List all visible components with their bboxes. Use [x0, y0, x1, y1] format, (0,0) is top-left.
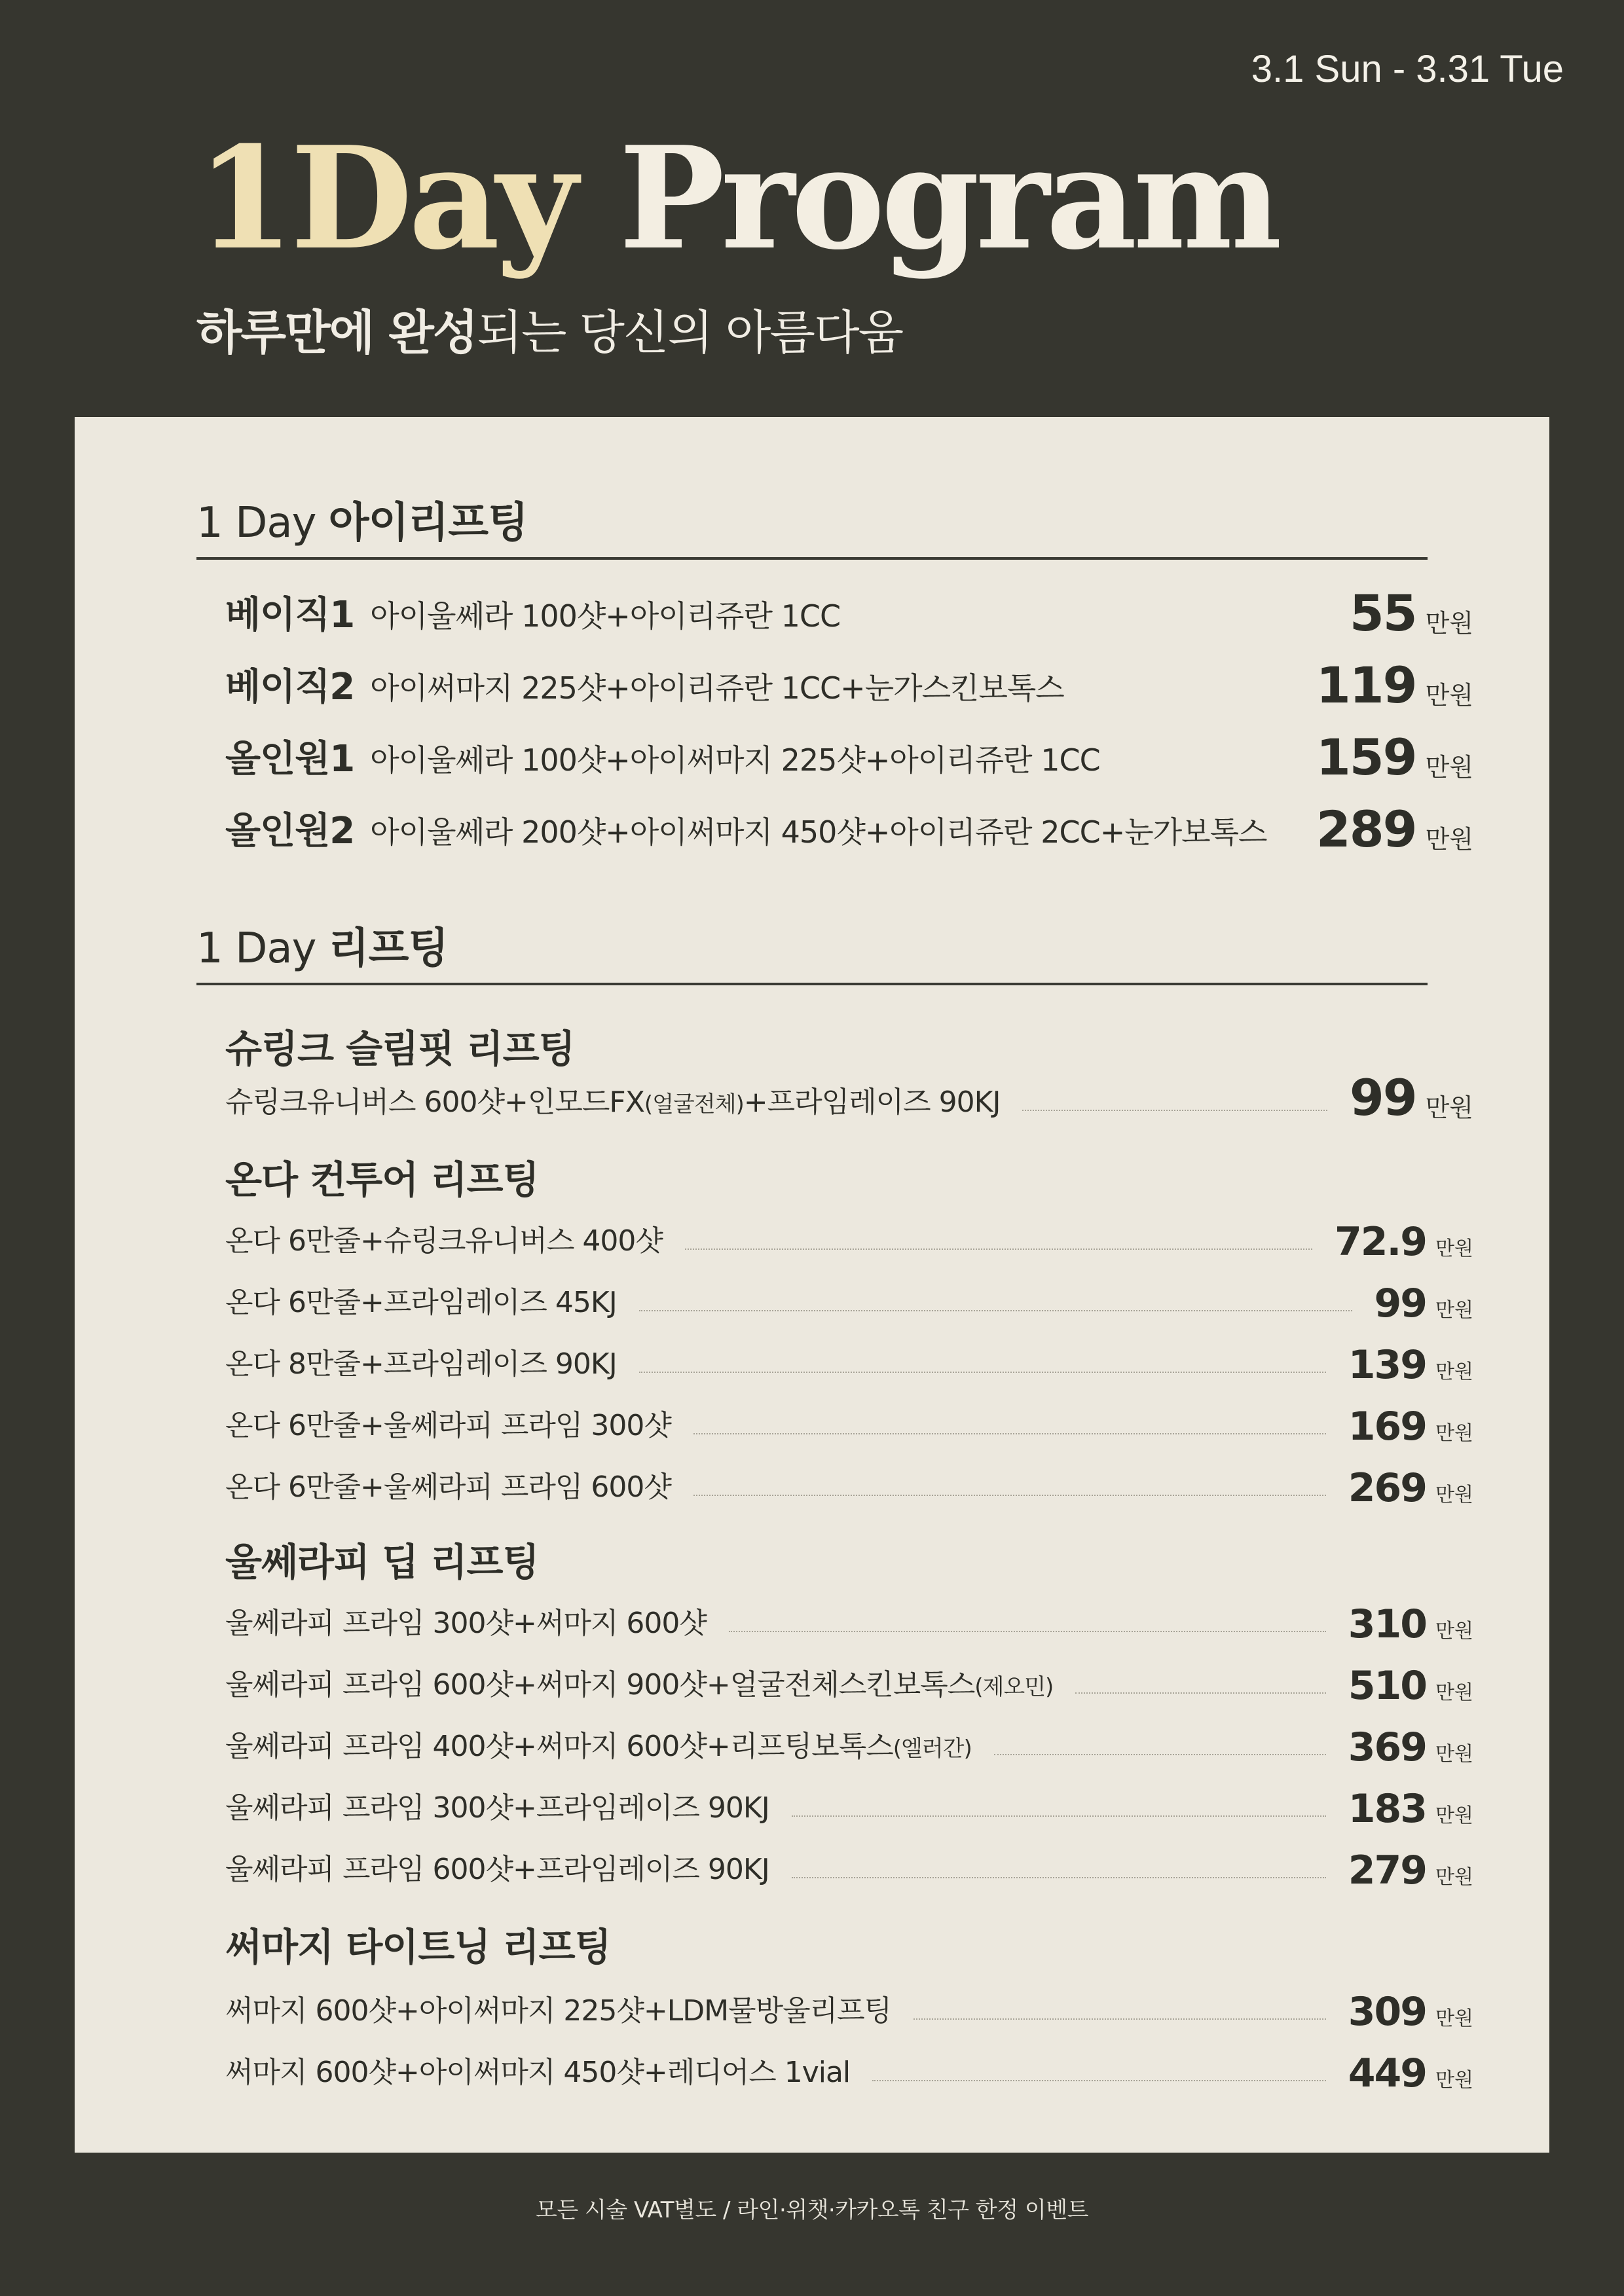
price-unit: 만원	[1435, 1620, 1473, 1643]
section-heading-eye	[196, 489, 528, 549]
item-desc: 온다 6만줄+울쎄라피 프라임 600샷	[225, 1470, 671, 1504]
section-prefix: 1 Day	[196, 499, 316, 547]
list-item	[225, 1846, 1473, 1893]
item-desc: 아이울쎄라 100샷+아이리쥬란 1CC	[370, 598, 841, 634]
item-desc: 온다 8만줄+프라임레이즈 90KJ	[225, 1347, 617, 1381]
price-value: 169	[1348, 1404, 1427, 1449]
item-price	[1348, 1989, 1473, 2035]
price-value: 510	[1348, 1663, 1427, 1709]
item-price	[1316, 656, 1473, 714]
page-title	[196, 115, 1278, 281]
dotted-leader	[685, 1248, 1312, 1250]
section-divider	[196, 557, 1428, 560]
list-item	[225, 1784, 1473, 1832]
section-divider	[196, 983, 1428, 985]
item-price	[1316, 728, 1473, 786]
item-price	[1348, 1342, 1473, 1388]
list-item	[225, 1402, 1473, 1449]
list-item	[225, 1217, 1473, 1265]
price-unit: 만원	[1435, 1681, 1473, 1704]
list-item	[225, 1599, 1473, 1647]
item-desc: 써마지 600샷+아이써마지 450샷+레디어스 1vial	[225, 2056, 851, 2089]
price-value: 289	[1316, 800, 1416, 858]
list-item	[225, 1463, 1473, 1511]
list-item	[225, 1340, 1473, 1388]
list-item	[225, 1987, 1473, 2035]
list-item	[225, 728, 1473, 786]
dotted-leader	[1022, 1110, 1327, 1111]
title-rest: Program	[619, 115, 1278, 281]
price-unit: 만원	[1425, 825, 1473, 854]
item-desc: 아이울쎄라 200샷+아이써마지 450샷+아이리쥬란 2CC+눈가보톡스	[370, 814, 1267, 850]
list-item	[225, 1661, 1473, 1709]
dotted-leader	[872, 2080, 1326, 2081]
item-price	[1348, 1601, 1473, 1647]
date-range: 3.1 Sun - 3.31 Tue	[1251, 48, 1564, 90]
dotted-leader	[792, 1815, 1326, 1817]
item-desc: 온다 6만줄+울쎄라피 프라임 300샷	[225, 1409, 671, 1442]
price-value: 279	[1348, 1848, 1427, 1893]
price-value: 139	[1348, 1342, 1427, 1388]
price-unit: 만원	[1435, 1299, 1473, 1322]
list-item	[225, 800, 1473, 858]
group-title-ulthera: 울쎄라피 딥 리프팅	[225, 1540, 539, 1584]
list-item	[225, 1279, 1473, 1326]
price-unit: 만원	[1435, 2069, 1473, 2092]
group-title-thermage: 써마지 타이트닝 리프팅	[225, 1925, 611, 1969]
list-item	[225, 1722, 1473, 1770]
section-name: 아이리프팅	[328, 499, 528, 547]
item-desc: 울쎄라피 프라임 300샷+프라임레이즈 90KJ	[225, 1791, 769, 1825]
item-price	[1348, 1724, 1473, 1770]
group-title-shrink: 슈링크 슬림핏 리프팅	[225, 1027, 575, 1071]
item-name: 올인원1	[225, 738, 355, 780]
dotted-leader	[913, 2018, 1326, 2020]
item-desc: 울쎄라피 프라임 300샷+써마지 600샷	[225, 1607, 707, 1640]
price-value: 183	[1348, 1786, 1427, 1832]
item-name: 올인원2	[225, 810, 355, 852]
dotted-leader	[639, 1310, 1352, 1311]
item-desc: 울쎄라피 프라임 600샷+써마지 900샷+얼굴전체스킨보톡스(제오민)	[225, 1668, 1054, 1702]
item-price	[1348, 1786, 1473, 1832]
item-desc: 울쎄라피 프라임 600샷+프라임레이즈 90KJ	[225, 1853, 769, 1886]
price-unit: 만원	[1435, 1804, 1473, 1827]
item-desc: 울쎄라피 프라임 400샷+써마지 600샷+리프팅보톡스(엘러간)	[225, 1730, 972, 1763]
subtitle-rest: 되는 당신의 아름다움	[477, 305, 903, 360]
section-heading-lifting	[196, 915, 448, 975]
item-price	[1348, 1404, 1473, 1449]
footer-note: 모든 시술 VAT별도 / 라인·위챗·카카오톡 친구 한정 이벤트	[536, 2197, 1088, 2223]
price-unit: 만원	[1425, 681, 1473, 710]
price-value: 449	[1348, 2050, 1427, 2096]
price-value: 310	[1348, 1601, 1427, 1647]
group-title-onda: 온다 컨투어 리프팅	[225, 1157, 539, 1202]
price-value: 119	[1316, 656, 1416, 714]
item-desc: 온다 6만줄+프라임레이즈 45KJ	[225, 1286, 617, 1319]
price-unit: 만원	[1435, 2007, 1473, 2030]
item-price	[1348, 1465, 1473, 1511]
price-unit: 만원	[1435, 1866, 1473, 1889]
item-desc: 아이써마지 225샷+아이리쥬란 1CC+눈가스킨보톡스	[370, 670, 1064, 706]
price-unit: 만원	[1425, 753, 1473, 782]
price-unit: 만원	[1425, 1093, 1473, 1122]
price-value: 369	[1348, 1724, 1427, 1770]
item-desc: 온다 6만줄+슈링크유니버스 400샷	[225, 1224, 663, 1258]
title-accent: 1Day	[196, 115, 574, 281]
item-name: 베이직1	[225, 594, 355, 636]
dotted-leader	[792, 1877, 1326, 1878]
item-price	[1316, 800, 1473, 858]
price-unit: 만원	[1435, 1484, 1473, 1506]
item-price	[1349, 584, 1473, 642]
price-value: 269	[1348, 1465, 1427, 1511]
price-unit: 만원	[1435, 1237, 1473, 1260]
section-name: 리프팅	[328, 924, 449, 973]
price-value: 55	[1349, 584, 1416, 642]
item-name: 베이직2	[225, 666, 355, 708]
subtitle-bold: 하루만에 완성	[196, 305, 477, 360]
page-subtitle	[196, 295, 902, 363]
list-item	[225, 1068, 1473, 1127]
price-value: 309	[1348, 1989, 1427, 2035]
dotted-leader	[1075, 1692, 1325, 1694]
list-item	[225, 584, 1473, 642]
price-unit: 만원	[1435, 1422, 1473, 1445]
dotted-leader	[729, 1631, 1326, 1632]
price-unit: 만원	[1435, 1360, 1473, 1383]
item-desc: 아이울쎄라 100샷+아이써마지 225샷+아이리쥬란 1CC	[370, 742, 1100, 778]
item-desc: 슈링크유니버스 600샷+인모드FX(얼굴전체)+프라임레이즈 90KJ	[225, 1085, 1001, 1119]
menu-card	[75, 417, 1549, 2153]
item-price	[1348, 1848, 1473, 1893]
item-price	[1348, 1663, 1473, 1709]
price-unit: 만원	[1425, 609, 1473, 638]
price-unit: 만원	[1435, 1743, 1473, 1766]
list-item	[225, 656, 1473, 714]
dotted-leader	[994, 1754, 1326, 1755]
dotted-leader	[693, 1433, 1326, 1434]
dotted-leader	[639, 1372, 1326, 1373]
item-desc: 써마지 600샷+아이써마지 225샷+LDM물방울리프팅	[225, 1994, 892, 2028]
price-value: 99	[1349, 1068, 1416, 1127]
item-price	[1349, 1068, 1473, 1127]
item-price	[1348, 2050, 1473, 2096]
price-value: 72.9	[1334, 1219, 1427, 1265]
section-prefix: 1 Day	[196, 924, 316, 973]
list-item	[225, 2049, 1473, 2096]
item-price	[1334, 1219, 1473, 1265]
price-value: 99	[1374, 1281, 1427, 1326]
price-value: 159	[1316, 728, 1416, 786]
item-price	[1374, 1281, 1473, 1326]
dotted-leader	[693, 1495, 1326, 1496]
